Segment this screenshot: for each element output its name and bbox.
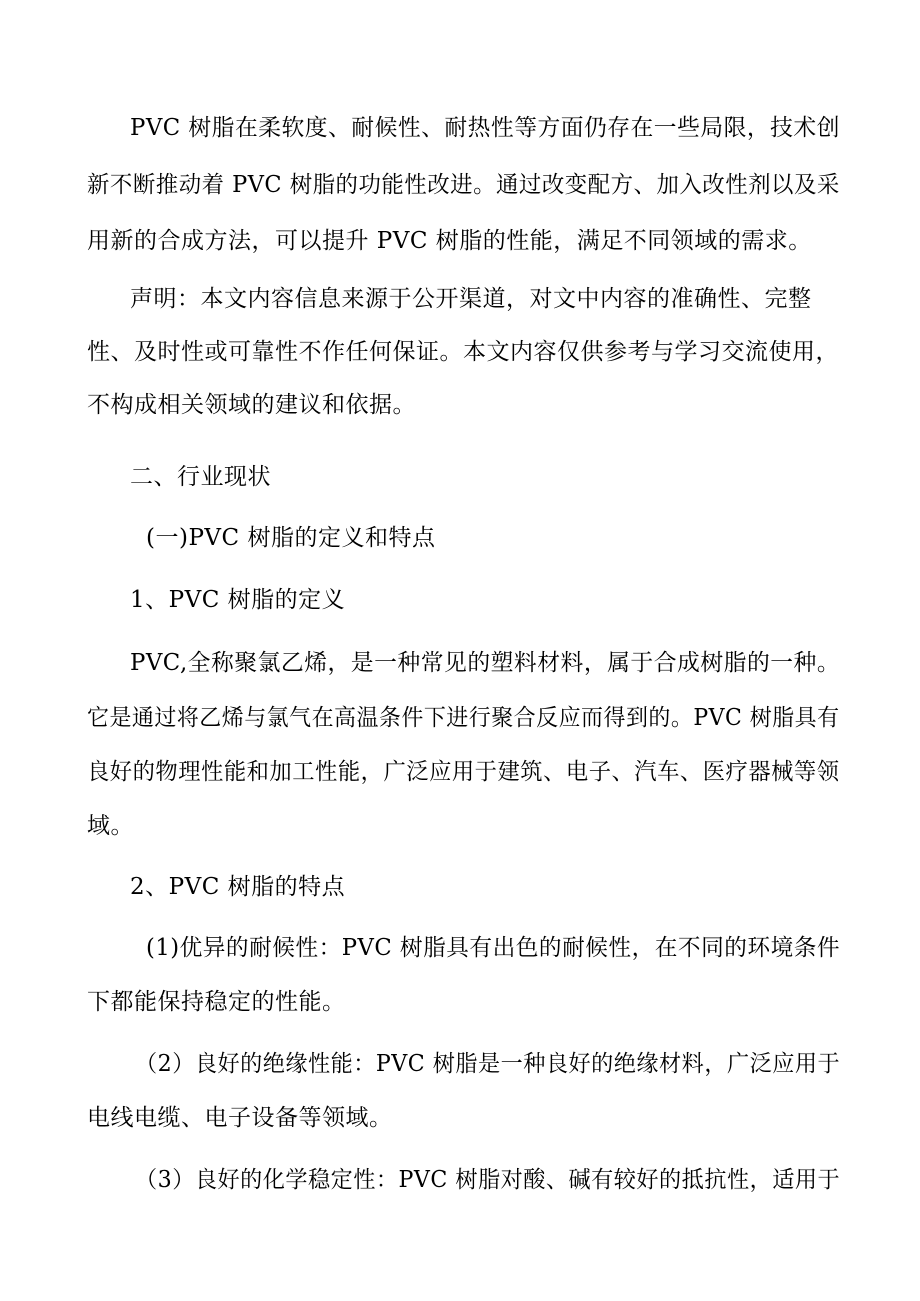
subsection-heading: (一)PVC 树脂的定义和特点 — [146, 525, 436, 551]
paragraph-line: PVC 树脂在柔软度、耐候性、耐热性等方面仍存在一些局限，技术创 — [130, 115, 840, 141]
list-item-line: 电线电缆、电子设备等领域。 — [87, 1105, 393, 1131]
list-item-line: (1)优异的耐候性：PVC 树脂具有出色的耐候性，在不同的环境条件 — [146, 935, 841, 961]
item-heading: 1、PVC 树脂的定义 — [130, 587, 346, 613]
disclaimer-line: 性、及时性或可靠性不作任何保证。本文内容仅供参考与学习交流使用， — [87, 339, 839, 365]
paragraph-line: 良好的物理性能和加工性能，广泛应用于建筑、电子、汽车、医疗器械等领 — [87, 759, 840, 785]
section-heading: 二、行业现状 — [130, 464, 271, 490]
item-heading: 2、PVC 树脂的特点 — [130, 874, 346, 900]
paragraph-line: 新不断推动着 PVC 树脂的功能性改进。通过改变配方、加入改性剂以及采 — [87, 172, 840, 198]
paragraph-line: 它是通过将乙烯与氯气在高温条件下进行聚合反应而得到的。PVC 树脂具有 — [87, 705, 840, 731]
list-item-line: 下都能保持稳定的性能。 — [87, 989, 346, 1015]
list-item-line: （3）良好的化学稳定性：PVC 树脂对酸、碱有较好的抵抗性，适用于 — [135, 1167, 841, 1193]
paragraph-line: 域。 — [87, 813, 134, 839]
disclaimer-line: 声明：本文内容信息来源于公开渠道，对文中内容的准确性、完整 — [130, 286, 812, 312]
disclaimer-line: 不构成相关领域的建议和依据。 — [87, 392, 416, 418]
paragraph-line: 用新的合成方法，可以提升 PVC 树脂的性能，满足不同领域的需求。 — [87, 228, 812, 254]
list-item-line: （2）良好的绝缘性能：PVC 树脂是一种良好的绝缘材料，广泛应用于 — [135, 1051, 841, 1077]
paragraph-line: PVC,全称聚氯乙烯，是一种常见的塑料材料，属于合成树脂的一种。 — [130, 650, 841, 676]
